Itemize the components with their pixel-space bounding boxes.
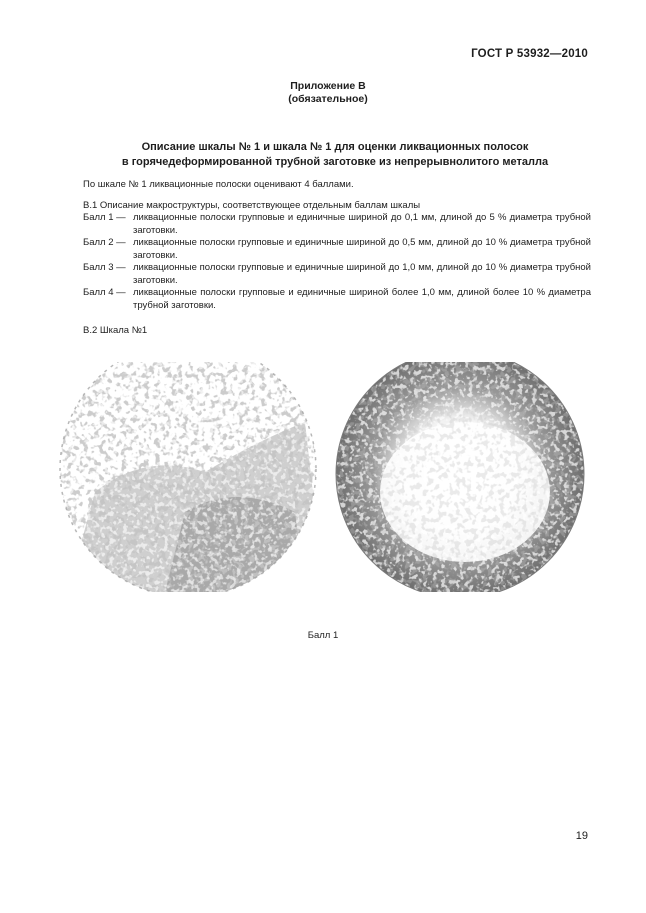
section-heading	[70, 140, 600, 170]
annex-status: (обязательное)	[288, 93, 368, 105]
standard-code: ГОСТ Р 53932—2010	[471, 48, 588, 60]
score-text: ликвационные полоски групповые и единичные шириной до 0,1 мм, длиной до 5 % диаметра трубной заготовки.	[133, 212, 591, 236]
heading-line-2: в горячедеформированной трубной заготовке из непрерывнолитого металла	[121, 156, 549, 168]
heading-line-1: Описание шкалы № 1 и шкала № 1 для оценки ликвационных полосок	[141, 141, 529, 153]
score-list	[83, 212, 591, 312]
score-text: ликвационные полоски групповые и единичные шириной до 0,5 мм, длиной до 10 % диаметра трубной заготовки.	[133, 237, 591, 261]
score-text: ликвационные полоски групповые и единичные шириной до 1,0 мм, длиной до 10 % диаметра трубной заготовки.	[133, 262, 591, 286]
section-b1-title: В.1 Описание макроструктуры, соответствующее отдельным баллам шкалы	[83, 200, 421, 211]
score-item	[83, 262, 591, 287]
score-label: Балл 1 —	[83, 212, 126, 223]
annex-header	[0, 80, 646, 106]
score-item	[83, 237, 591, 262]
figure-caption	[0, 630, 646, 641]
score-label: Балл 3 —	[83, 262, 126, 273]
score-label: Балл 2 —	[83, 237, 126, 248]
figure-caption-text: Балл 1	[307, 630, 339, 641]
score-text: ликвационные полоски групповые и единичные шириной более 1,0 мм, длиной более 10 % диаметра трубной заготовки.	[133, 287, 591, 311]
score-item	[83, 212, 591, 237]
right-sample-disc	[335, 362, 595, 592]
score-label: Балл 4 —	[83, 287, 126, 298]
intro-paragraph: По шкале № 1 ликвационные полоски оценивают 4 баллами.	[83, 179, 354, 190]
section-b2-title: В.2 Шкала №1	[83, 325, 148, 336]
annex-title: Приложение В	[290, 80, 366, 92]
page-number: 19	[575, 830, 588, 842]
macrostructure-figure	[55, 362, 595, 592]
score-item	[83, 287, 591, 312]
